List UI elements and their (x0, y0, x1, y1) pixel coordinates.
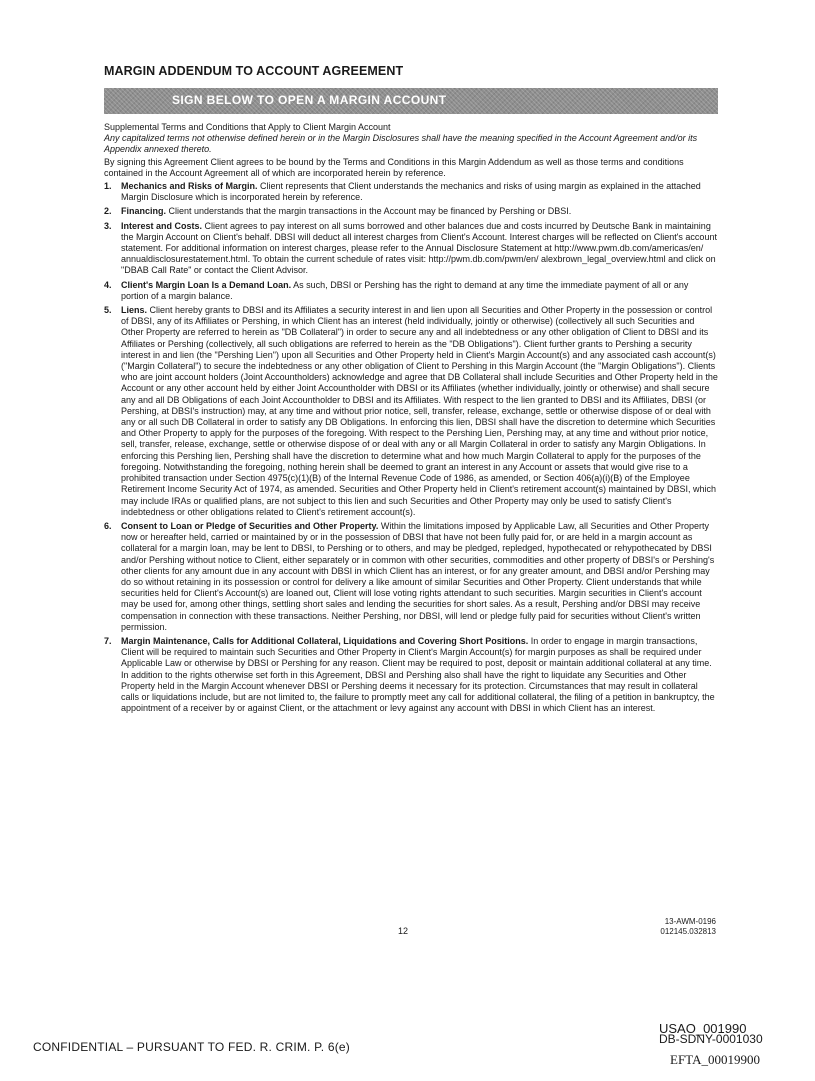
term-item (104, 305, 718, 518)
document-code: 13-AWM-0196 (664, 917, 716, 926)
term-item (104, 636, 718, 714)
definitions-note: Any capitalized terms not otherwise defined herein or in the Margin Disclosures shall have the meaning specified in the Account Agreement and/or its Appendix annexed thereto. (104, 133, 698, 155)
term-heading: Margin Maintenance, Calls for Additional Collateral, Liquidations and Covering Short Positions. (121, 635, 529, 646)
page-number: 12 (398, 926, 409, 936)
term-text: Client hereby grants to DBSI and its Affiliates a security interest in and lien upon all Securities and Other Property in the possession or control of DBSI, any of its Affiliates or Pershing, in which Client has an interest (held individually, jointly or otherwise) (collectively all such Securities and Other Property are referred to herein as "DB Collateral") in order to secure any and all indebtedness or any other obligation of Client to DBSI and its Affiliates or Pershing (collectively, all such obligations are referred to herein as the "DB Obligations"). Client further grants to Pershing a security interest in and lien (the "Pershing Lien") upon all Securities and Other Property held in Client's Margin Account(s) and any associated cash account(s) ("Margin Collateral") to secure the indebtedness or any other obligation of Client to Pershing in this Margin Account (the "Margin Obligations"). Clients who are joint account holders (Joint Accountholders) acknowledge and agree that DB Collateral shall include Securities and Other Property held in the Account or any other account held by either Joint Accountholder with DBSI or its Affiliates (whether individually, jointly or otherwise) and shall secure any and all DB Obligations of each Joint Accountholder to DBSI and its Affiliates. With respect to the lien granted to DBSI and its Affiliates, DBSI (or Pershing, at DBSI's instruction) may, at any time and without prior notice, sell, transfer, release, exchange, settle or otherwise dispose of or deal with any or all such DB Collateral in order to satisfy any DB Obligations. In enforcing this lien, DBSI shall have the discretion to determine which Securities and Other Property to apply for the purposes of the foregoing. With respect to the Pershing Lien, Pershing may, at any time and without prior notice, sell, transfer, release, exchange, settle or otherwise dispose of or deal with any or all Margin Collateral in order to satisfy any Margin Obligations. In enforcing this Pershing lien, Pershing shall have the discretion to determine what and how much Margin Collateral to apply for the purposes of the foregoing. Notwithstanding the foregoing, nothing herein shall be deemed to grant an interest in any Account or assets that would give rise to a prohibited transaction under Section 4975(c)(1)(B) of the Internal Revenue Code of 1986, as amended, or Section 406(a)(i)(B) of the Employee Retirement Income Security Act of 1974, as amended. Securities and Other Property held in Client's retirement account(s) maintained by DBSI, which may include IRAs or qualified plans, are not subject to this lien and such Securities and Other Property may only be used to satisfy Client's indebtedness or other obligations related to Client's retirement account(s). (121, 305, 718, 517)
term-number: 6. (104, 520, 112, 531)
section-banner (104, 88, 718, 114)
agreement-body (104, 122, 718, 717)
page-title: MARGIN ADDENDUM TO ACCOUNT AGREEMENT (104, 64, 404, 78)
term-text: Client understands that the margin transactions in the Account may be financed by Pershing or DBSI. (166, 206, 572, 217)
term-number: 4. (104, 279, 112, 290)
term-text: As such, DBSI or Pershing has the right to demand at any time the immediate payment of all or any portion of a margin balance. (121, 279, 689, 301)
document-revision-code: 012145.032813 (660, 927, 716, 936)
term-number: 1. (104, 181, 112, 192)
term-number: 3. (104, 220, 112, 231)
term-item (104, 206, 718, 217)
intro-paragraph: By signing this Agreement Client agrees to be bound by the Terms and Conditions in this Margin Addendum as well as those terms and conditions contained in the Account Agreement all of which are incorporated herein by reference. (104, 156, 684, 178)
confidentiality-notice: CONFIDENTIAL – PURSUANT TO FED. R. CRIM. P. 6(e) (33, 1040, 350, 1054)
term-item (104, 221, 718, 277)
term-heading: Interest and Costs. (121, 220, 203, 231)
term-item (104, 521, 718, 633)
term-heading: Liens. (121, 305, 148, 316)
subtitle: Supplemental Terms and Conditions that Apply to Client Margin Account (104, 122, 391, 132)
term-heading: Consent to Loan or Pledge of Securities and Other Property. (121, 520, 379, 531)
term-text: Client agrees to pay interest on all sums borrowed and other balances due and costs incurred by Deutsche Bank in maintaining the Margin Account on Client's behalf. DBSI will deduct all interest charges from Client's Account. Interest charges will be reflected on Client's account statement. For additional information on interest charges, please refer to the Annual Disclosure Statement at http://www.pwm.db.com/americas/en/ annualdisclosurestatement.html. To obtain the current schedule of rates visit: http://pwm.db.com/pwm/en/ alexbrown_legal_overview.html and click on "DBAB Call Rate" or contact the Client Advisor. (121, 220, 717, 276)
term-item (104, 280, 718, 302)
term-text: In order to engage in margin transactions, Client will be required to maintain such Securities and Other Property in Client's Margin Account(s) for margin purposes as shall be required under Applicable Law or otherwise by DBSI or Pershing for any reason. Client may be required to post, deposit or maintain additional collateral at any time. In addition to the rights otherwise set forth in this Agreement, DBSI and Pershing also shall have the right to liquidate any Securities and Other Property held in the Margin Account whenever DBSI or Pershing deems it necessary for its protection. Circumstances that may result in collateral calls or liquidations include, but are not limited to, the failure to promptly meet any call for additional collateral, the filing of a petition in bankruptcy, the appointment of a receiver by or against Client, or the attachment or levy against any account with DBSI in which Client has an interest. (121, 635, 715, 714)
bates-stamp-usao: USAO_001990 (659, 1021, 747, 1036)
term-number: 2. (104, 206, 112, 217)
term-heading: Financing. (121, 206, 166, 217)
terms-list (104, 181, 718, 714)
term-text: Client represents that Client understands the mechanics and risks of using margin as explained in the attached Margin Disclosure which is incorporated herein by reference. (121, 181, 701, 203)
document-codes (660, 917, 716, 937)
term-heading: Mechanics and Risks of Margin. (121, 181, 258, 192)
term-number: 5. (104, 305, 112, 316)
term-number: 7. (104, 635, 112, 646)
banner-text: SIGN BELOW TO OPEN A MARGIN ACCOUNT (172, 93, 447, 107)
bates-stamp-sdny: DB-SDNY-0001030 (659, 1032, 763, 1046)
term-text: Within the limitations imposed by Applicable Law, all Securities and Other Property now or hereafter held, carried or maintained by or in the possession of DBSI that have not been fully paid for, or are held in a margin account as collateral for a margin loan, may be lent to DBSI, to Pershing or to others, and may be pledged, repledged, hypothecated or rehypothecated by DBSI and/or Pershing without notice to Client, either separately or in common with other securities, commodities and other property of DBSI's or Pershing's other clients for any amount due in any account with DBSI in which Client has an interest, or for any greater amount, and DBSI and/or Pershing may do so without retaining in its possession or control for delivery a like amount of similar Securities and Other Property. Client understands that while securities held for Client's Account(s) are loaned out, Client will lose voting rights attendant to such securities. Margin securities in Client's account may be used for, among other things, settling short sales and lending the securities for short sales. As a result, Pershing and/or DBSI may receive compensation in connection with these transactions. Neither Pershing, nor DBSI, will lend or pledge fully paid for securities without Client's written permission. (121, 520, 715, 632)
term-heading: Client's Margin Loan Is a Demand Loan. (121, 279, 292, 290)
bates-stamp-efta: EFTA_00019900 (670, 1052, 760, 1067)
term-item (104, 181, 718, 203)
